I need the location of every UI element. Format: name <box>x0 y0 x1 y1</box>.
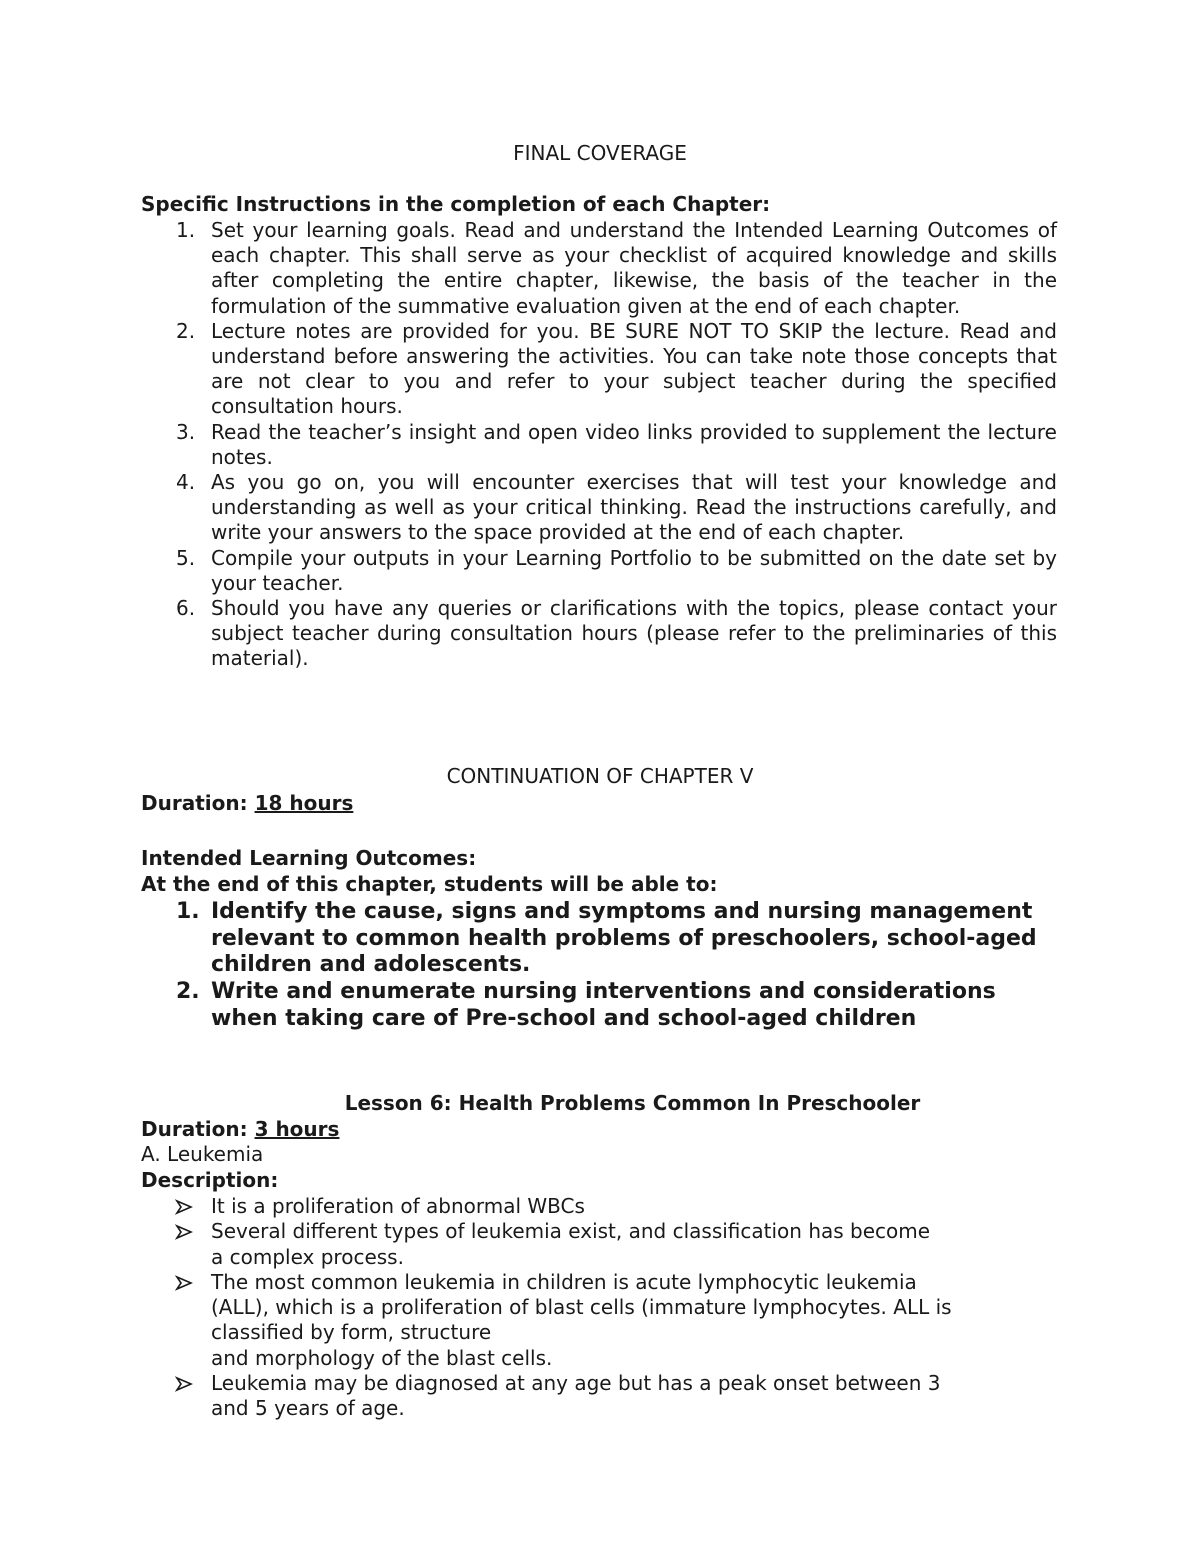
list-item <box>141 1219 1041 1270</box>
instruction-item <box>141 319 1057 420</box>
item-text: Leukemia may be diagnosed at any age but has a peak onset between 3 and 5 years of age. <box>211 1371 941 1421</box>
arrow-bullet-icon <box>175 1194 193 1219</box>
duration-value: 18 hours <box>254 791 354 815</box>
instruction-item <box>141 420 1057 470</box>
chapter-title: CONTINUATION OF CHAPTER V <box>446 764 754 788</box>
instructions-heading: Specific Instructions in the completion of each Chapter: <box>141 192 771 216</box>
item-text: The most common leukemia in children is acute lymphocytic leukemia (ALL), which is a proliferation of blast cells (immature lymphocytes. ALL is classified by form, structure and morphology of the blast cells. <box>211 1269 952 1370</box>
topic-heading: A. Leukemia <box>141 1142 264 1166</box>
item-number: 3. <box>176 419 196 444</box>
instruction-item <box>141 546 1057 596</box>
list-item <box>141 1270 1041 1371</box>
item-text: Several different types of leukemia exist, and classification has become a complex process. <box>211 1219 931 1269</box>
instruction-item <box>141 470 1057 546</box>
duration-label: Duration: <box>141 1117 255 1141</box>
item-text: Set your learning goals. Read and understand the Intended Learning Outcomes of each chapter. This shall serve as your checklist of acquired knowledge and skills after completing the entire chapter, likewise, the basis of the teacher in the formulation of the summative evaluation given at the end of each chapter. <box>211 218 1057 318</box>
lesson-title: Lesson 6: Health Problems Common In Preschooler <box>344 1091 921 1115</box>
item-number: 4. <box>176 470 196 495</box>
item-number: 1. <box>176 899 200 924</box>
item-number: 2. <box>176 979 200 1005</box>
list-item <box>141 1194 1041 1219</box>
chapter-duration <box>141 791 353 816</box>
outcomes-list <box>141 899 1041 1033</box>
list-item <box>141 1371 1041 1422</box>
item-number: 1. <box>176 218 196 242</box>
arrow-bullet-icon <box>175 1219 193 1244</box>
item-number: 6. <box>176 596 196 621</box>
item-text: Compile your outputs in your Learning Portfolio to be submitted on the date set by your teacher. <box>211 545 1057 595</box>
item-number: 5. <box>176 545 196 570</box>
ilo-heading: Intended Learning Outcomes: <box>141 846 477 870</box>
duration-label: Duration: <box>141 791 255 815</box>
arrow-bullet-icon <box>175 1371 193 1396</box>
item-text: Write and enumerate nursing interventions and considerations when taking care of Pre-school and school-aged children <box>211 979 996 1031</box>
arrow-bullet-icon <box>175 1270 193 1295</box>
outcome-item <box>141 979 1041 1032</box>
item-text: Identify the cause, signs and symptoms and nursing management relevant to common health problems of preschoolers, school-aged children and adolescents. <box>211 899 1037 978</box>
item-number: 2. <box>176 318 196 343</box>
page-title: FINAL COVERAGE <box>513 141 687 165</box>
item-text: Lecture notes are provided for you. BE SURE NOT TO SKIP the lecture. Read and understand before answering the activities. You can take note those concepts that are not clear to you and refer to your subject teacher during the specified consultation hours. <box>211 318 1057 419</box>
instructions-list <box>141 218 1057 672</box>
description-label: Description: <box>141 1168 279 1192</box>
ilo-intro: At the end of this chapter, students will be able to: <box>141 872 718 896</box>
instruction-item <box>141 218 1057 319</box>
item-text: It is a proliferation of abnormal WBCs <box>211 1194 585 1218</box>
item-text: Should you have any queries or clarifications with the topics, please contact your subject teacher during consultation hours (please refer to the preliminaries of this material). <box>211 596 1057 671</box>
lesson-duration <box>141 1117 339 1142</box>
description-list <box>141 1194 1041 1422</box>
outcome-item <box>141 899 1041 979</box>
duration-value: 3 hours <box>254 1117 340 1141</box>
instruction-item <box>141 596 1057 672</box>
item-text: As you go on, you will encounter exercises that will test your knowledge and understanding as well as your critical thinking. Read the instructions carefully, and write your answers to the space provided at the end of each chapter. <box>211 470 1057 545</box>
item-text: Read the teacher’s insight and open video links provided to supplement the lecture notes. <box>211 419 1057 469</box>
